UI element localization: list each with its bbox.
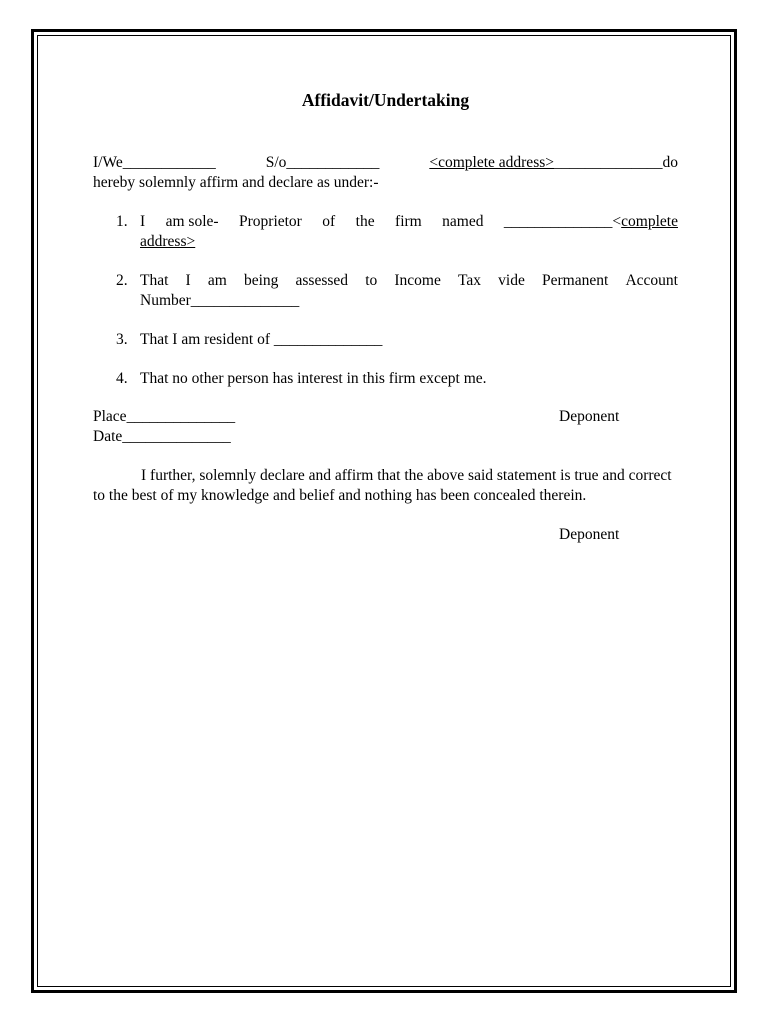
- item-word: I: [185, 272, 191, 289]
- item-word: am: [207, 272, 227, 289]
- date-field: Date______________: [93, 428, 231, 445]
- address-field: [429, 153, 678, 173]
- do-text: do: [662, 154, 678, 171]
- list-item: [93, 271, 678, 311]
- item-number: 1.: [116, 213, 128, 230]
- place-field: Place______________: [93, 408, 236, 425]
- item-word: That: [140, 272, 169, 289]
- item-word: named: [442, 213, 484, 230]
- item-word: firm: [395, 213, 422, 230]
- address-blank: ______________: [554, 154, 663, 171]
- item-word: Permanent: [542, 272, 609, 289]
- deponent-signature-1: Deponent: [559, 408, 620, 425]
- item-3-text: That I am resident of: [140, 331, 274, 348]
- item-word: being: [243, 272, 279, 289]
- intro-paragraph: [93, 153, 678, 193]
- firm-address-placeholder: complete: [621, 213, 678, 230]
- item-word: am sole-: [165, 213, 219, 230]
- intro-line-1: [93, 153, 678, 173]
- document-title: Affidavit/Undertaking: [301, 90, 470, 110]
- we-field: I/We____________: [93, 154, 216, 171]
- item-word: vide: [498, 272, 525, 289]
- intro-line-2: hereby solemnly affirm and declare as under:-: [93, 174, 379, 191]
- list-item: [93, 369, 678, 389]
- item-1-line-1: [140, 212, 678, 232]
- item-word: assessed: [295, 272, 349, 289]
- item-1-line-2: address>: [140, 233, 196, 250]
- item-word: Tax: [458, 272, 482, 289]
- firm-address-field: [504, 212, 678, 232]
- item-word: to: [365, 272, 378, 289]
- item-word: I: [140, 213, 146, 230]
- deponent-signature-2: Deponent: [559, 526, 620, 543]
- item-word: Proprietor: [239, 213, 302, 230]
- resident-blank: ______________: [273, 331, 383, 348]
- pan-number-field: Number______________: [140, 292, 300, 309]
- item-2-line-1: [140, 271, 678, 291]
- declaration-text: I further, solemnly declare and affirm that the above said statement is true and correct to the best of my knowledge and belief and nothing has been concealed therein.: [93, 467, 672, 504]
- declaration-paragraph: [93, 466, 678, 506]
- item-word: the: [355, 213, 375, 230]
- declaration-list: [93, 212, 678, 389]
- list-item: [93, 330, 678, 350]
- so-field: S/o____________: [265, 154, 380, 171]
- list-item: [93, 212, 678, 252]
- item-word: of: [322, 213, 336, 230]
- item-word: Account: [625, 272, 678, 289]
- item-number: 4.: [116, 370, 128, 387]
- item-4-text: That no other person has interest in this firm except me.: [140, 370, 487, 387]
- item-number: 2.: [116, 272, 128, 289]
- complete-address-placeholder: <complete address>: [429, 154, 554, 171]
- item-number: 3.: [116, 331, 128, 348]
- item-word: Income: [394, 272, 441, 289]
- firm-name-blank: ______________<: [503, 213, 622, 230]
